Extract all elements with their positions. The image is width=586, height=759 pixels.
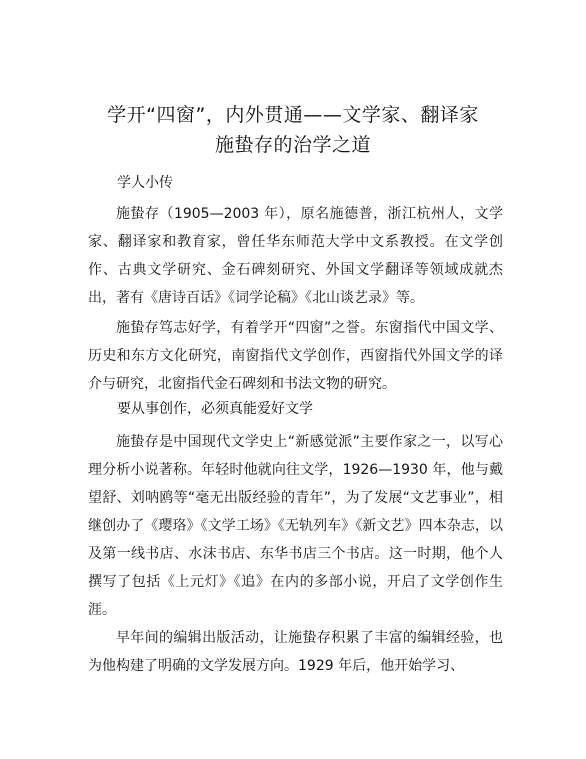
article-title-line-2: 施蛰存的治学之道 <box>214 134 371 156</box>
paragraph-editing-experience: 早年间的编辑出版活动，让施蛰存积累了丰富的编辑经验，也为他构建了明确的文学发展方向。1929 年后，他开始学习、 <box>88 630 503 674</box>
section-heading-scholar-bio: 学人小传 <box>117 175 173 191</box>
paragraph-new-sensation: 施蛰存是中国现代文学史上“新感觉派”主要作家之一，以写心理分析小说著称。年轻时他就向往文学，1926—1930 年，他与戴望舒、刘呐鸥等“毫无出版经验的青年”，为了发展“文艺事业”，相继创办了《璎珞》《文学工场》《无轨列车》《新文艺》四本杂志，以及第一线书店、水沫书店、东华书店三个书店。这一时期，他个人撰写了包括《上元灯》《追》在内的多部小说，开启了文学创作生涯。 <box>88 434 503 618</box>
paragraph-bio: 施蛰存（1905—2003 年），原名施德普，浙江杭州人，文学家、翻译家和教育家，曾任华东师范大学中文系教授。在文学创作、古典文学研究、金石碑刻研究、外国文学翻译等领域成就杰出，著有《唐诗百话》《词学论稿》《北山谈艺录》等。 <box>88 206 503 306</box>
section-heading-creation: 要从事创作，必须真能爱好文学 <box>117 401 313 417</box>
article-title-line-1: 学开“四窗”，内外贯通——文学家、翻译家 <box>107 104 479 126</box>
paragraph-four-windows: 施蛰存笃志好学，有着学开“四窗”之誉。东窗指代中国文学、历史和东方文化研究，南窗指代文学创作，西窗指代外国文学的译介与研究，北窗指代金石碑刻和书法文物的研究。 <box>88 320 503 392</box>
